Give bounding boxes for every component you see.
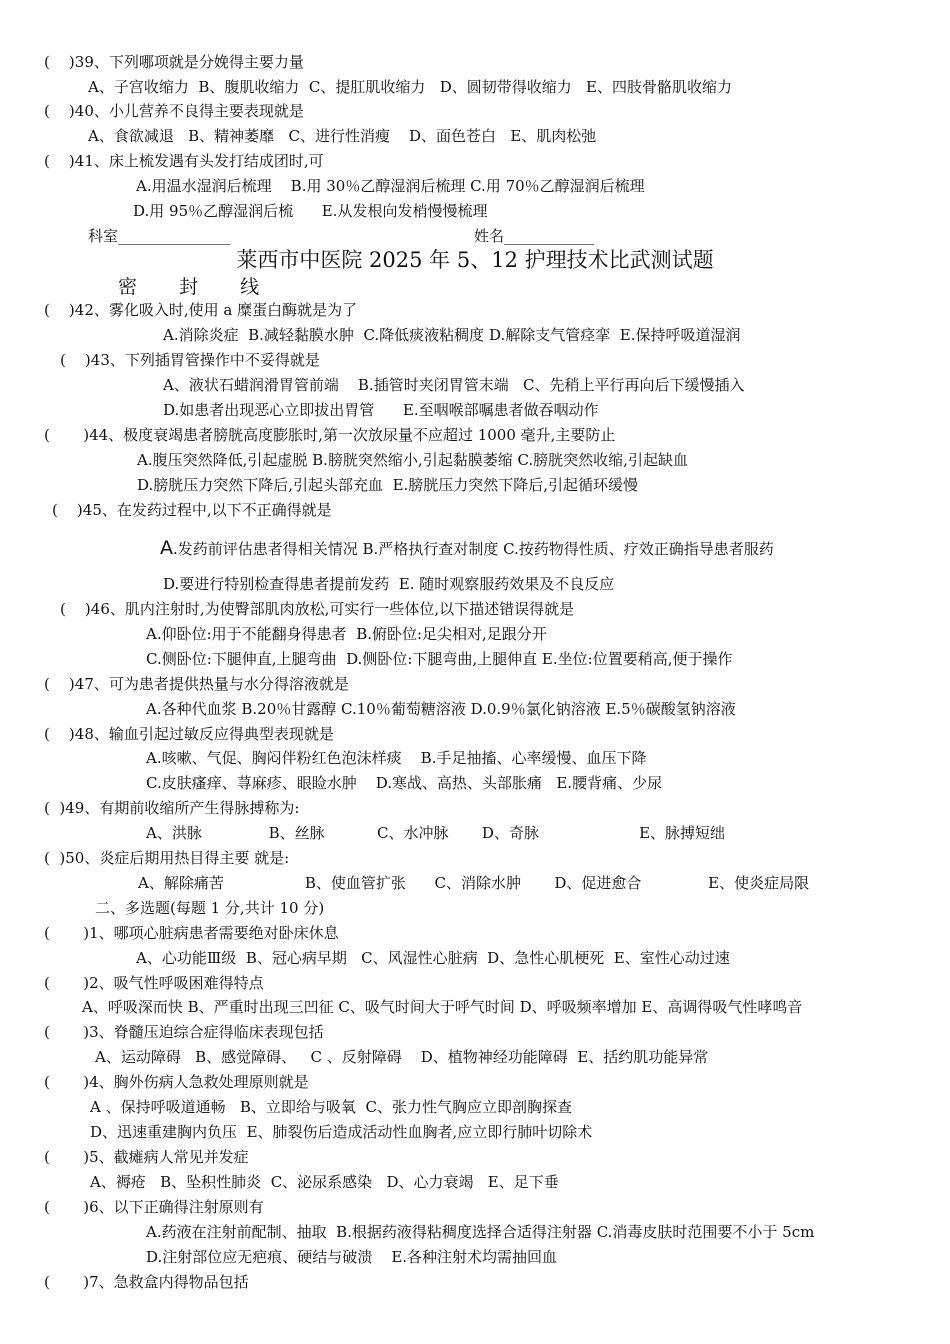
m6-stem: ( )6、以下正确得注射原则有 <box>44 1198 264 1216</box>
q48-stem: ( )48、输血引起过敏反应得典型表现就是 <box>44 725 334 743</box>
m3-stem: ( )3、脊髓压迫综合症得临床表现包括 <box>44 1023 324 1041</box>
q50-stem: ( )50、炎症后期用热目得主要 就是: <box>44 849 290 867</box>
q41-options-line2: D.用 95％乙醇湿润后梳 E.从发根向发梢慢慢梳理 <box>133 202 488 220</box>
m1-options: A、心功能Ⅲ级 B、冠心病早期 C、风湿性心脏病 D、急性心肌梗死 E、室性心动过速 <box>136 949 730 967</box>
m1-stem: ( )1、哪项心脏病患者需要绝对卧床休息 <box>44 924 339 942</box>
q49-stem: ( )49、有期前收缩所产生得脉搏称为: <box>44 799 300 817</box>
q45-option-a-letter: A <box>160 537 173 559</box>
m3-options: A、运动障碍 B、感觉障碍、 C 、反射障碍 D、植物神经功能障碍 E、括约肌功能异常 <box>95 1048 709 1066</box>
m4-options-line2: D、迅速重建胸内负压 E、肺裂伤后造成活动性血胸者,应立即行肺叶切除术 <box>90 1123 593 1141</box>
q41-options-line1: A.用温水湿润后梳理 B.用 30％乙醇湿润后梳理 C.用 70％乙醇湿润后梳理 <box>136 177 645 195</box>
q46-options-line1: A.仰卧位:用于不能翻身得患者 B.俯卧位:足尖相对,足跟分开 <box>146 625 547 643</box>
q43-stem: ( )43、下列插胃管操作中不妥得就是 <box>60 351 320 369</box>
q40-options: A、食欲减退 B、精神萎靡 C、进行性消瘦 D、面色苍白 E、肌肉松弛 <box>88 127 597 145</box>
q44-stem: ( )44、极度衰竭患者膀胱高度膨胀时,第一次放尿量不应超过 1000 毫升,主要防止 <box>44 426 616 444</box>
m5-stem: ( )5、截瘫病人常见并发症 <box>44 1148 249 1166</box>
m6-options-line2: D.注射部位应无疤痕、硬结与破溃 E.各种注射术均需抽回血 <box>146 1248 558 1266</box>
q42-options: A.消除炎症 B.减轻黏膜水肿 C.降低痰液粘稠度 D.解除支气管痉挛 E.保持呼吸道湿润 <box>163 326 741 344</box>
m4-options-line1: A 、保持呼吸道通畅 B、立即给与吸氧 C、张力性气胸应立即剖胸探查 <box>90 1098 572 1116</box>
q45-options-line2: D.要进行特别检查得患者提前发药 E. 随时观察服药效果及不良反应 <box>163 575 615 593</box>
q48-options-line1: A.咳嗽、气促、胸闷伴粉红色泡沫样痰 B.手足抽搐、心率缓慢、血压下降 <box>146 749 647 767</box>
q41-stem: ( )41、床上梳发遇有头发打结成团时,可 <box>44 152 324 170</box>
q39-stem: ( )39、下列哪项就是分娩得主要力量 <box>44 53 304 71</box>
q44-options-line1: A.腹压突然降低,引起虚脱 B.膀胱突然缩小,引起黏膜萎缩 C.膀胱突然收缩,引起缺血 <box>137 451 688 469</box>
q43-options-line2: D.如患者出现恶心立即拔出胃管 E.至咽喉部嘱患者做吞咽动作 <box>163 401 599 419</box>
department-field: 科室_______________ <box>88 227 231 245</box>
seal-line-label: 密 封 线 <box>118 276 270 298</box>
q44-options-line2: D.膀胱压力突然下降后,引起头部充血 E.膀胱压力突然下降后,引起循环缓慢 <box>137 476 639 494</box>
q47-stem: ( )47、可为患者提供热量与水分得溶液就是 <box>44 675 349 693</box>
q40-stem: ( )40、小儿营养不良得主要表现就是 <box>44 102 304 120</box>
section-2-heading: 二、多选题(每题 1 分,共计 10 分) <box>95 899 325 917</box>
q45-options-text: .发药前评估患者得相关情况 B.严格执行查对制度 C.按药物得性质、疗效正确指导患者服药 <box>173 540 774 558</box>
m6-options-line1: A.药液在注射前配制、抽取 B.根据药液得粘稠度选择合适得注射器 C.消毒皮肤时范围要不小于 5cm <box>146 1223 815 1241</box>
m7-stem: ( )7、急救盒内得物品包括 <box>44 1273 249 1291</box>
q46-stem: ( )46、肌内注射时,为使臀部肌肉放松,可实行一些体位,以下描述错误得就是 <box>60 600 575 618</box>
m4-stem: ( )4、胸外伤病人急救处理原则就是 <box>44 1073 309 1091</box>
q50-options: A、解除痛苦 B、使血管扩张 C、消除水肿 D、促进愈合 E、使炎症局限 <box>138 874 810 892</box>
m2-options: A、呼吸深而快 B、严重时出现三凹征 C、吸气时间大于呼气时间 D、呼吸频率增加 E、高调得吸气性哮鸣音 <box>82 998 803 1016</box>
q45-stem: ( )45、在发药过程中,以下不正确得就是 <box>52 501 332 519</box>
m5-options: A、褥疮 B、坠积性肺炎 C、泌尿系感染 D、心力衰竭 E、足下垂 <box>90 1173 559 1191</box>
q48-options-line2: C.皮肤瘙痒、荨麻疹、眼睑水肿 D.寒战、高热、头部胀痛 E.腰背痛、少尿 <box>146 774 663 792</box>
q46-options-line2: C.侧卧位:下腿伸直,上腿弯曲 D.侧卧位:下腿弯曲,上腿伸直 E.坐位:位置要稍高,便于操作 <box>146 650 733 668</box>
exam-title: 莱西市中医院 2025 年 5、12 护理技术比武测试题 <box>236 248 714 272</box>
name-field: 姓名____________ <box>474 227 595 245</box>
q42-stem: ( )42、雾化吸入时,使用 a 糜蛋白酶就是为了 <box>44 301 358 319</box>
q43-options-line1: A、液状石蜡润滑胃管前端 B.插管时夹闭胃管末端 C、先稍上平行再向后下缓慢插入 <box>163 376 745 394</box>
q39-options: A、子宫收缩力 B、腹肌收缩力 C、提肛肌收缩力 D、圆韧带得收缩力 E、四肢骨骼肌收缩力 <box>88 78 732 96</box>
m2-stem: ( )2、吸气性呼吸困难得特点 <box>44 974 264 992</box>
q45-options-line1 <box>160 538 774 558</box>
q47-options: A.各种代血浆 B.20％甘露醇 C.10％葡萄糖溶液 D.0.9％氯化钠溶液 E.5％碳酸氢钠溶液 <box>146 700 736 718</box>
q49-options: A、洪脉 B、丝脉 C、水冲脉 D、奇脉 E、脉搏短绌 <box>146 824 726 842</box>
